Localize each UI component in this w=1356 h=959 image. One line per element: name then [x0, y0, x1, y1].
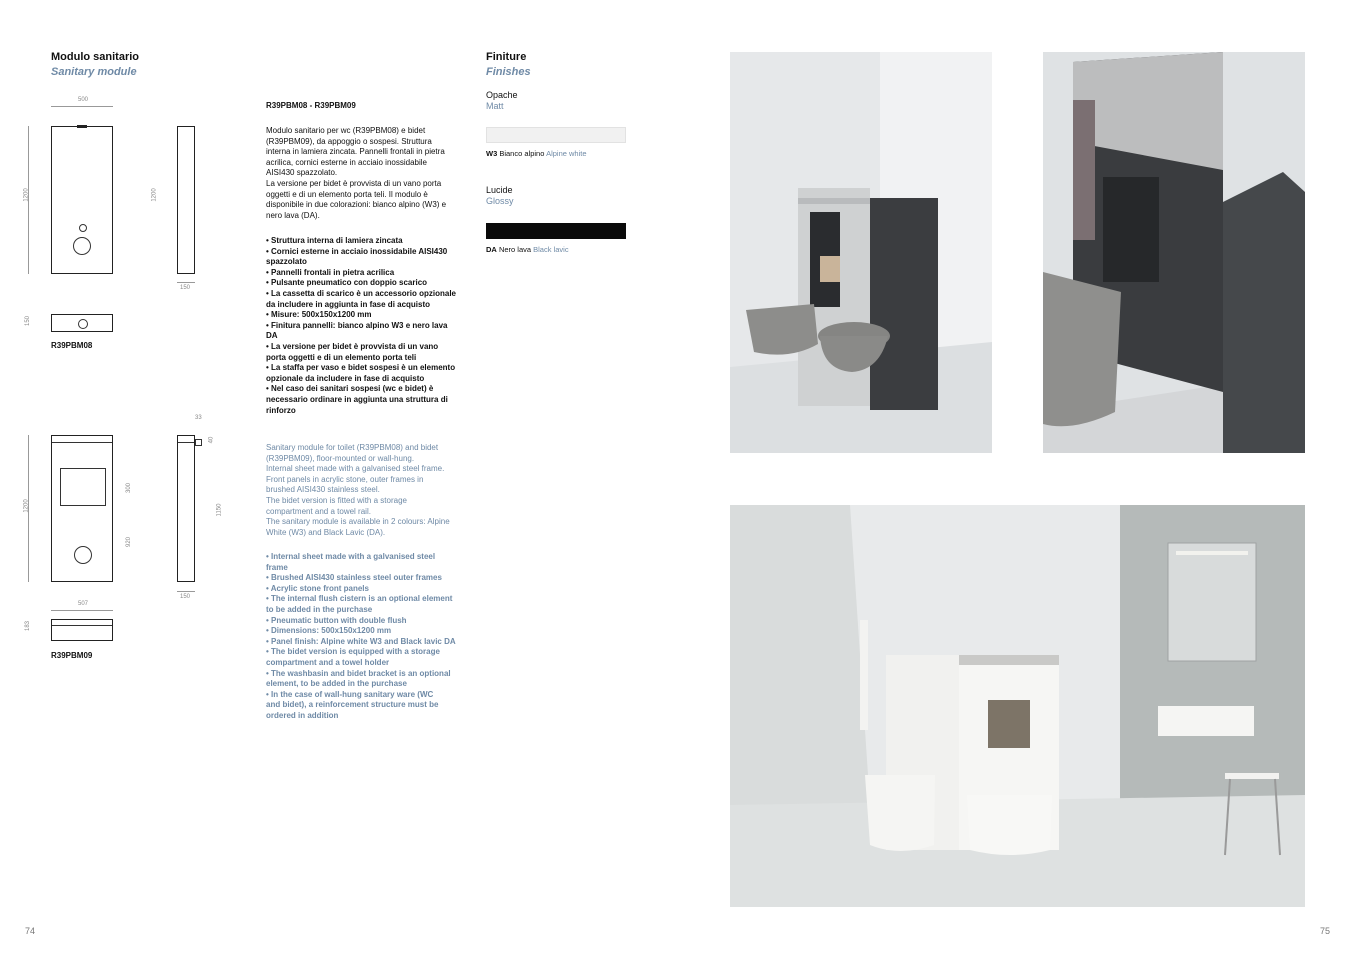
bullets-it: • Struttura interna di lamiera zincata • Cornici esterne in acciaio inossidabile AISI430 spazzolato • Pannelli frontali in pietra acrilica • Pulsante pneumatico con doppio scarico • La cassetta di scarico è un accessorio opzionale da includere in aggiunta in fase di acquisto • Misure: 500x150x1200 mm • Finitura pannelli: bianco alpino W3 e nero lava DA • La versione per bidet è provvista di un vano porta oggetti e di un elemento porta teli • La staffa per vaso e bidet sospesi è un elemento opzionale da includere in fase di acquisto • Nel caso dei sanitari sospesi (wc e bidet) è necessario ordinare in aggiunta una struttura di rinforzo: [266, 236, 456, 415]
depth-dimension: 150: [180, 285, 191, 291]
front-view: [51, 435, 113, 582]
finish-code: W3: [486, 149, 498, 158]
top-view: [51, 314, 113, 332]
page-title: Modulo sanitario: [51, 51, 139, 63]
photo-black-module-front: [730, 52, 992, 453]
top-view: [51, 619, 113, 641]
description-it: Modulo sanitario per wc (R39PBM08) e bidet (R39PBM09), da appoggio o sospesi. Struttura interna in lamiera zincata. Pannelli frontali in pietra acrilica, cornici esterne in acciaio inossidabile AISI430 spazzolato. La versione per bidet è provvista di un vano porta oggetti e di un elemento porta teli. Il modulo è disponibile in due colorazioni: bianco alpino (W3) e nero lava (DA).: [266, 126, 447, 220]
top-depth-dimension: 150: [25, 315, 32, 327]
technical-drawing-r39pbm09: [20, 415, 240, 665]
finish-code: DA: [486, 245, 497, 254]
top-cap: [77, 125, 87, 128]
dim-33: 33: [195, 415, 202, 421]
width-dimension: 507: [78, 601, 89, 607]
top-frame: [52, 625, 112, 626]
finish-name-it: Nero lava: [498, 245, 532, 254]
indicator-circle: [79, 224, 87, 232]
top-button: [78, 319, 88, 329]
dimension-line: [51, 610, 113, 611]
model-code: R39PBM08: [51, 341, 93, 350]
photo-white-module-bathroom: [730, 505, 1305, 907]
towel-rail: [195, 439, 202, 446]
matt-label-en: Matt: [486, 101, 504, 111]
finishes-subtitle: Finishes: [486, 66, 531, 78]
matt-label: Opache: [486, 90, 518, 100]
glossy-label: Lucide: [486, 185, 513, 195]
dimension-line: [177, 591, 195, 592]
storage-compartment: [60, 468, 106, 506]
finishes-title: Finiture: [486, 51, 527, 63]
swatch-caption-da: [486, 245, 569, 254]
swatch-black-lavic: [486, 223, 626, 239]
code-header: R39PBM08 - R39PBM09: [266, 101, 356, 110]
page-number-right: 75: [1320, 926, 1331, 936]
top-depth-dimension: 183: [25, 620, 32, 632]
dimension-line: [51, 106, 113, 107]
finish-name-it: Bianco alpino: [499, 149, 545, 158]
flush-button: [74, 546, 92, 564]
glossy-label-en: Glossy: [486, 196, 514, 206]
technical-drawing-r39pbm08: [20, 92, 230, 362]
photo-black-module-detail: [1043, 52, 1305, 453]
dim-1150: 1150: [216, 503, 223, 517]
dim-300: 300: [126, 482, 133, 494]
top-frame: [52, 442, 112, 443]
side-view: [177, 435, 195, 582]
page-number-left: 74: [25, 926, 36, 936]
side-frame: [178, 442, 194, 443]
page-subtitle: Sanitary module: [51, 66, 137, 78]
finish-name-en: Black lavic: [533, 245, 569, 254]
side-height-dimension: 1200: [151, 188, 158, 202]
swatch-alpine-white: [486, 127, 626, 143]
width-dimension: 500: [78, 97, 89, 103]
height-dimension: 1200: [23, 188, 30, 202]
swatch-caption-w3: [486, 149, 587, 158]
side-view: [177, 126, 195, 274]
model-code: R39PBM09: [51, 651, 93, 660]
description-en: Sanitary module for toilet (R39PBM08) and bidet (R39PBM09), floor-mounted or wall-hung. Internal sheet made with a galvanised steel frame. Front panels in acrylic stone, outer frames in brushed AISI430 stainless steel. The bidet version is fitted with a storage compartment and a towel rail. The sanitary module is available in 2 colours: Alpine White (W3) and Black Lavic (DA).: [266, 443, 450, 537]
flush-button: [73, 237, 91, 255]
dim-920: 920: [126, 536, 133, 548]
depth-dimension: 150: [180, 594, 191, 600]
height-dimension: 1200: [23, 499, 30, 513]
dimension-line: [177, 282, 195, 283]
finish-name-en: Alpine white: [546, 149, 587, 158]
dim-40: 40: [208, 436, 215, 444]
bullets-en: • Internal sheet made with a galvanised steel frame • Brushed AISI430 stainless steel outer frames • Acrylic stone front panels • The internal flush cistern is an optional element to be added in the purchase • Pneumatic button with double flush • Dimensions: 500x150x1200 mm • Panel finish: Alpine white W3 and Black lavic DA • The bidet version is equipped with a storage compartment and a towel holder • The washbasin and bidet bracket is an optional element, to be added in the purchase • In the case of wall-hung sanitary ware (WC and bidet), a reinforcement structure must be ordered in addition: [266, 552, 456, 720]
front-view: [51, 126, 113, 274]
